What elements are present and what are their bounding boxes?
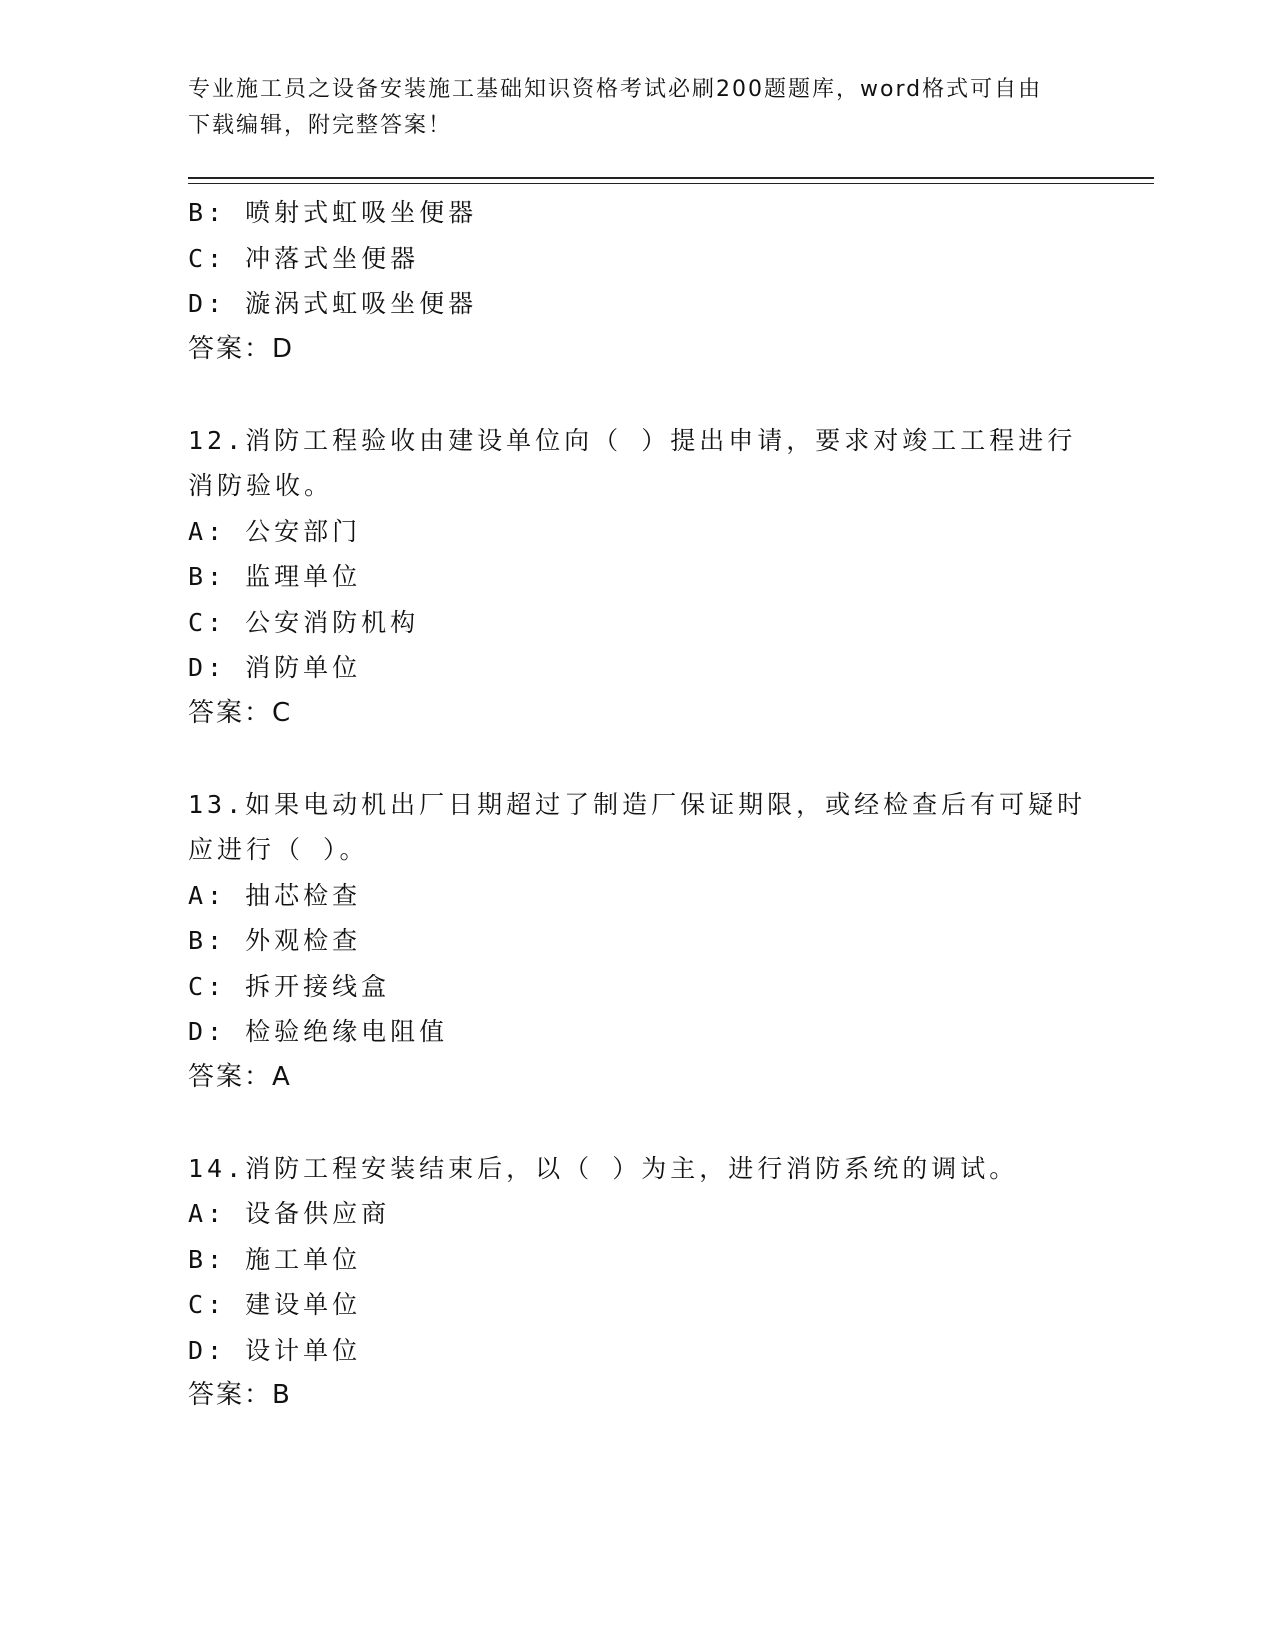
option-b: B: 外观检查 (188, 926, 362, 955)
document-header (188, 72, 1088, 144)
question-title-line-1: 13.如果电动机出厂日期超过了制造厂保证期限，或经检查后有可疑时 (188, 789, 1087, 819)
question-list (188, 190, 1128, 1419)
question-13 (188, 782, 1128, 1101)
option-a: A: 公安部门 (188, 516, 362, 546)
answer-text: 答案：A (188, 1061, 292, 1092)
option-b: B: 施工单位 (188, 1244, 362, 1274)
question-title-line-2: 应进行（ ）。 (188, 835, 369, 864)
header-line-2: 下载编辑，附完整答案！ (188, 113, 453, 138)
answer-text: 答案：B (188, 1380, 292, 1410)
option-a: A: 设备供应商 (188, 1199, 391, 1228)
answer-text: 答案：C (188, 697, 293, 728)
spacer (188, 1100, 1128, 1146)
spacer (188, 736, 1128, 782)
question-title-line-1: 12.消防工程验收由建设单位向（ ）提出申请，要求对竣工工程进行 (188, 425, 1077, 455)
option-b: B: 监理单位 (188, 562, 362, 591)
option-c: C: 公安消防机构 (188, 607, 420, 637)
option-a: A: 抽芯检查 (188, 880, 362, 910)
header-divider-thin (188, 183, 1154, 184)
option-c: C: 拆开接线盒 (188, 971, 391, 1001)
answer-text: 答案：D (188, 333, 295, 364)
question-title-line-1: 14.消防工程安装结束后，以（ ）为主，进行消防系统的调试。 (188, 1153, 1019, 1183)
question-title-line-2: 消防验收。 (188, 471, 334, 500)
question-14 (188, 1146, 1128, 1419)
spacer (188, 372, 1128, 418)
header-line-1: 专业施工员之设备安装施工基础知识资格考试必刷200题题库，word格式可自由 (188, 77, 1043, 102)
option-c: C: 冲落式坐便器 (188, 243, 420, 273)
option-d: D: 消防单位 (188, 653, 362, 682)
option-c: C: 建设单位 (188, 1290, 362, 1319)
question-11-continued (188, 190, 1128, 372)
option-d: D: 漩涡式虹吸坐便器 (188, 289, 478, 318)
option-b: B: 喷射式虹吸坐便器 (188, 198, 478, 227)
option-d: D: 设计单位 (188, 1335, 362, 1365)
question-12 (188, 418, 1128, 737)
option-d: D: 检验绝缘电阻值 (188, 1017, 449, 1046)
header-divider-thick (188, 177, 1154, 179)
